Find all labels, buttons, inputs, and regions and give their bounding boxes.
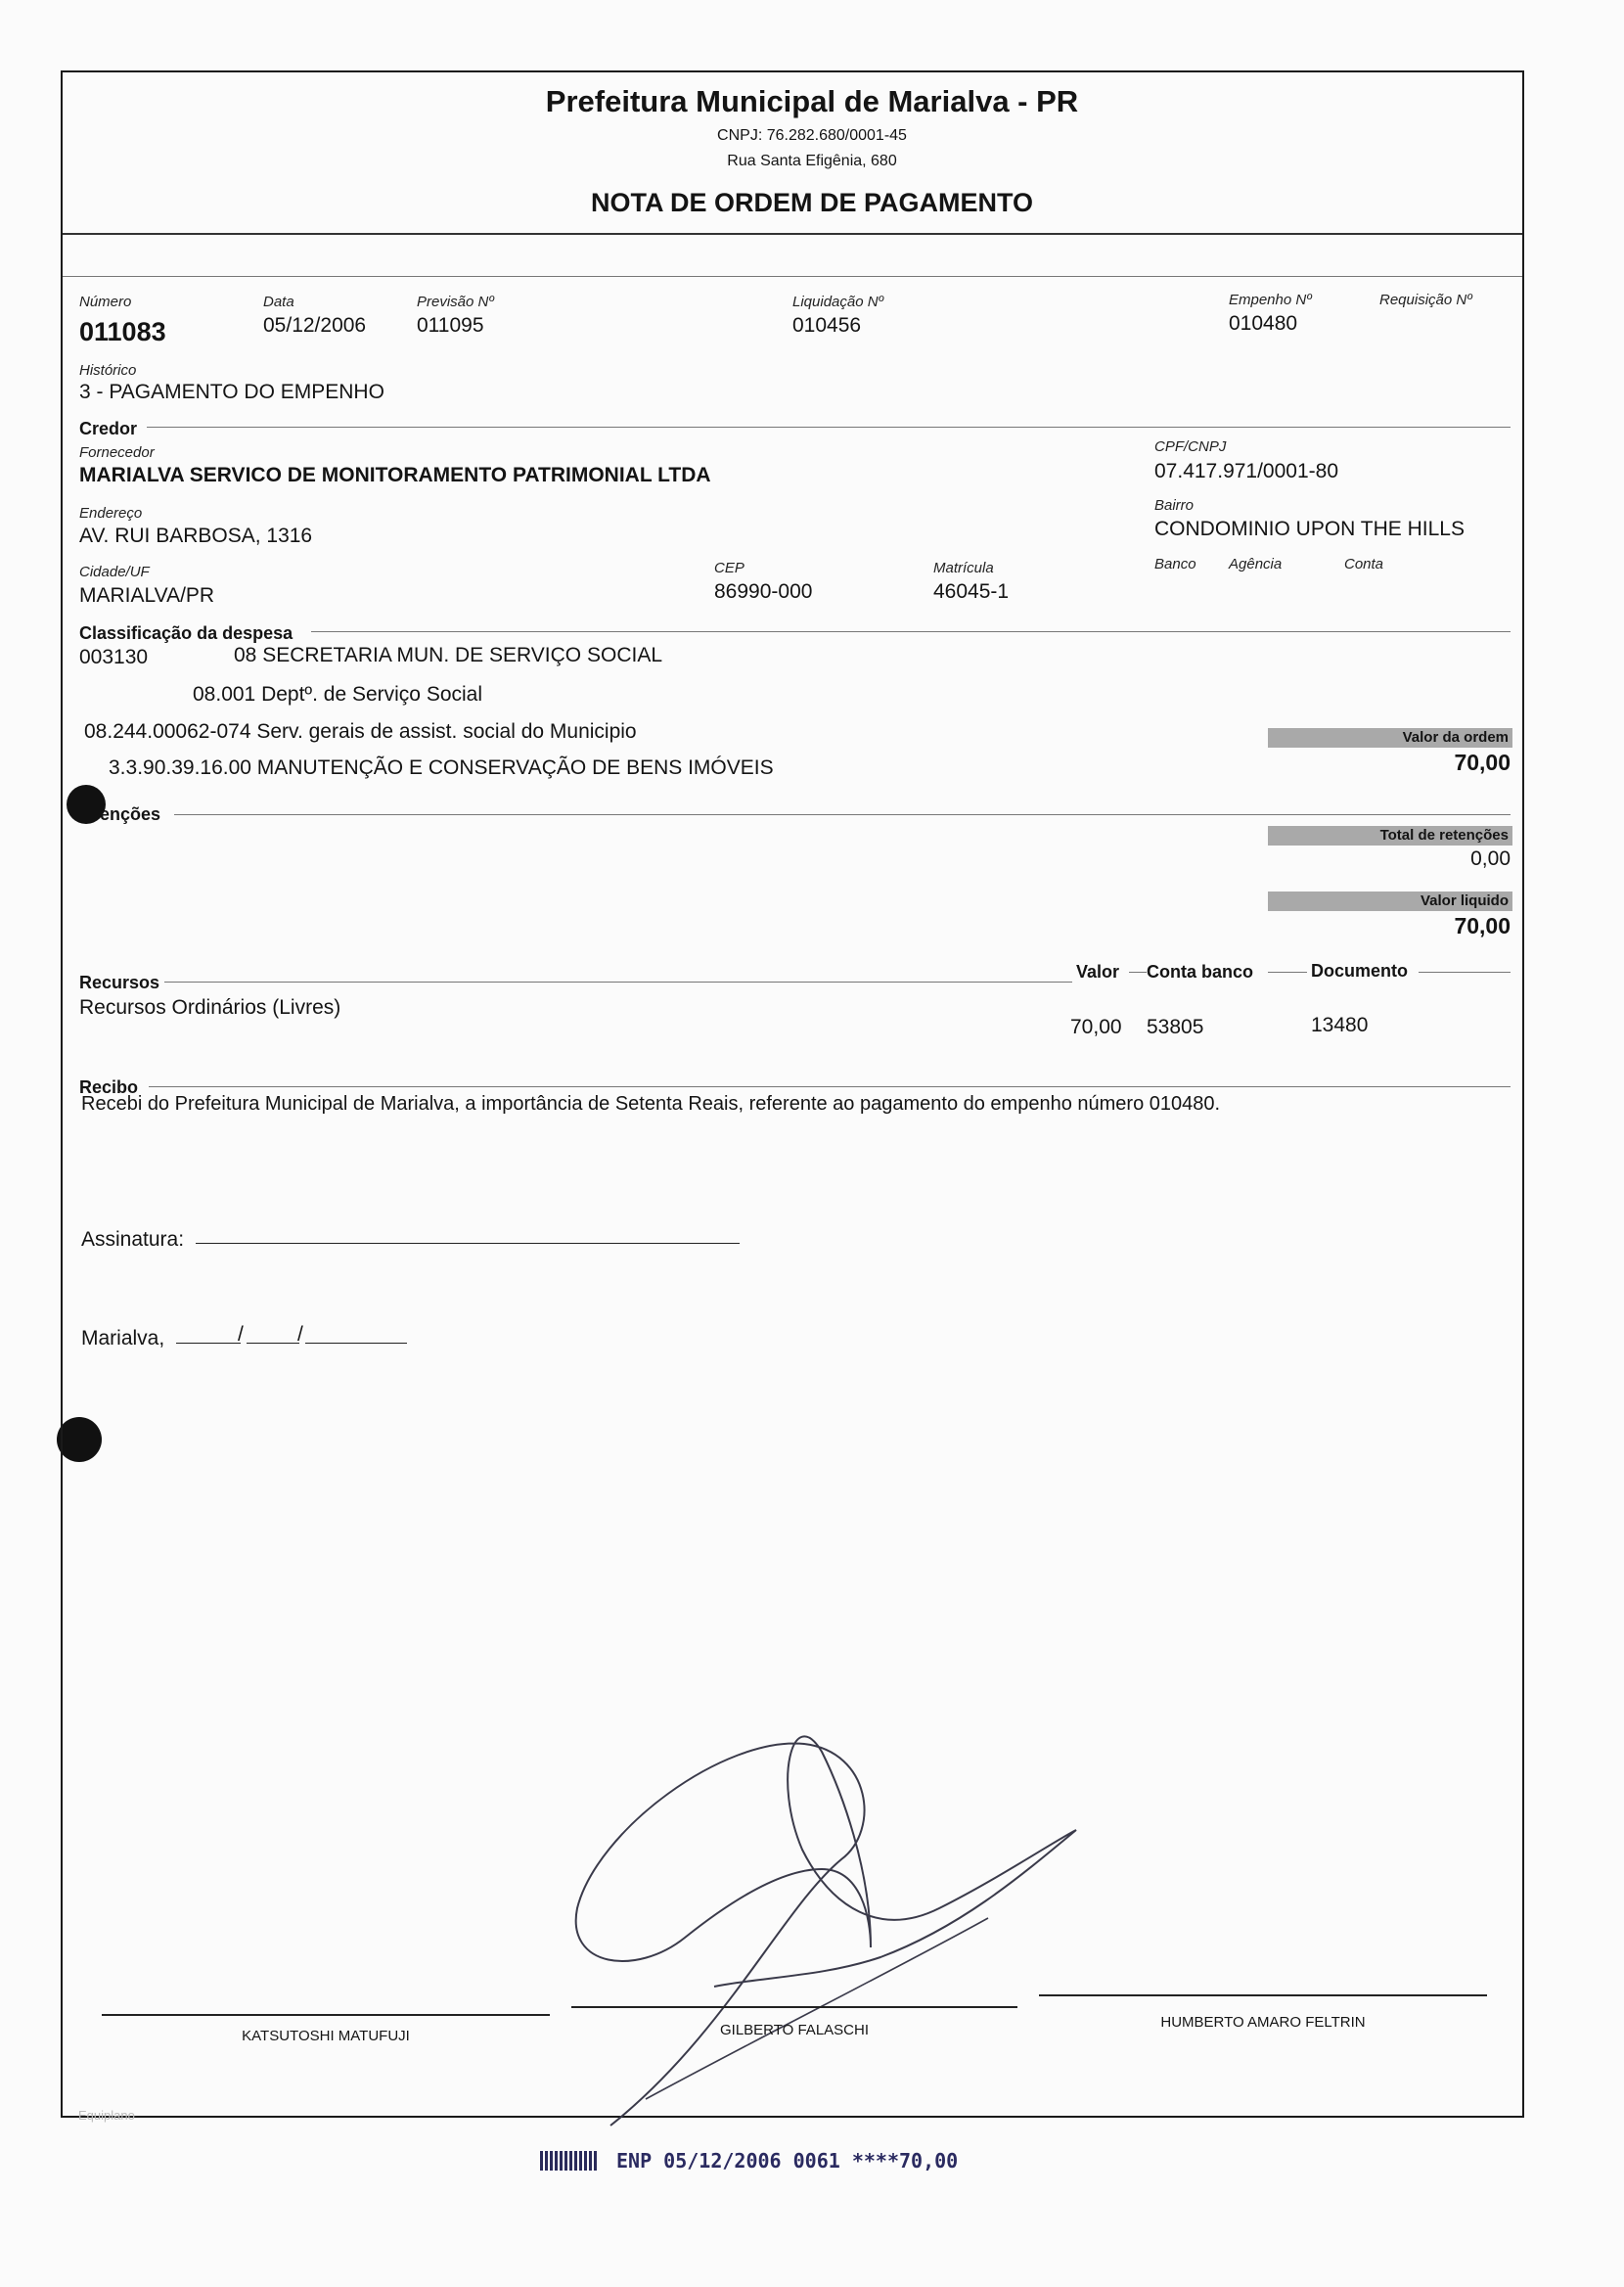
recursos-divider-4 [1419, 972, 1511, 973]
classificacao-line4: 3.3.90.39.16.00 MANUTENÇÃO E CONSERVAÇÃO DE BENS IMÓVEIS [109, 756, 774, 779]
cidade-label: Cidade/UF [79, 564, 150, 580]
date-line-year[interactable] [305, 1343, 407, 1344]
recursos-documento: 13480 [1311, 1014, 1369, 1036]
recursos-conta: 53805 [1147, 1016, 1204, 1038]
processing-stamp: ENP 05/12/2006 0061 ****70,00 [616, 2149, 959, 2173]
numero-label: Número [79, 294, 132, 310]
banco-label: Banco [1154, 556, 1196, 572]
signatory-2: GILBERTO FALASCHI [720, 2022, 869, 2038]
cpf-value: 07.417.971/0001-80 [1154, 460, 1339, 482]
date-line-day[interactable] [176, 1343, 241, 1344]
cnpj-line: CNPJ: 76.282.680/0001-45 [717, 127, 907, 144]
recursos-section: Recursos [79, 973, 160, 992]
matricula-value: 46045-1 [933, 580, 1010, 603]
classificacao-line1: 08 SECRETARIA MUN. DE SERVIÇO SOCIAL [234, 644, 663, 666]
address-line: Rua Santa Efigênia, 680 [727, 153, 897, 169]
classificacao-code: 003130 [79, 646, 149, 668]
historico-label: Histórico [79, 362, 137, 379]
total-retencoes-value: 0,00 [1470, 847, 1511, 870]
bairro-value: CONDOMINIO UPON THE HILLS [1154, 518, 1465, 540]
signature-line-2 [571, 2006, 1017, 2008]
bairro-label: Bairro [1154, 497, 1195, 514]
date-slash-1: / [238, 1323, 244, 1346]
document-title: NOTA DE ORDEM DE PAGAMENTO [590, 188, 1033, 217]
recursos-valor: 70,00 [1070, 1016, 1122, 1038]
signature-line-3 [1039, 1994, 1487, 1996]
valor-liquido-label: Valor liquido [1268, 892, 1512, 911]
data-label: Data [263, 294, 294, 310]
requisicao-label: Requisição Nº [1379, 292, 1472, 308]
valor-ordem-label: Valor da ordem [1268, 728, 1512, 748]
classificacao-line2: 08.001 Deptº. de Serviço Social [193, 683, 483, 706]
total-retencoes-label: Total de retenções [1268, 826, 1512, 846]
assinatura-line[interactable] [196, 1243, 740, 1244]
assinatura-label: Assinatura: [81, 1228, 185, 1251]
recursos-divider [164, 982, 1072, 983]
classificacao-line3: 08.244.00062-074 Serv. gerais de assist. social do Municipio [84, 720, 637, 743]
credor-divider [147, 427, 1511, 428]
header-divider-thin [63, 276, 1522, 277]
cidade-value: MARIALVA/PR [79, 584, 215, 607]
empenho-label: Empenho Nº [1229, 292, 1312, 308]
barcode-icon [540, 2151, 599, 2171]
recursos-valor-label: Valor [1076, 962, 1120, 982]
recursos-conta-label: Conta banco [1147, 962, 1254, 982]
numero-value: 011083 [79, 317, 166, 346]
recibo-divider [149, 1086, 1511, 1087]
footer-brand: Equiplano [78, 2108, 135, 2123]
matricula-label: Matrícula [933, 560, 994, 576]
previsao-value: 011095 [417, 314, 484, 337]
classificacao-divider [311, 631, 1511, 632]
valor-ordem-value: 70,00 [1454, 750, 1511, 775]
previsao-label: Previsão Nº [417, 294, 494, 310]
liquidacao-value: 010456 [792, 314, 862, 337]
page-title: Prefeitura Municipal de Marialva - PR [545, 84, 1079, 118]
local-label: Marialva, [81, 1327, 165, 1349]
recursos-divider-2 [1129, 972, 1147, 973]
liquidacao-label: Liquidação Nº [792, 294, 884, 310]
signature-line-1 [102, 2014, 550, 2016]
data-value: 05/12/2006 [263, 314, 367, 337]
recibo-section: Recibo [79, 1077, 139, 1097]
signatory-1: KATSUTOSHI MATUFUJI [242, 2028, 410, 2044]
classificacao-section: Classificação da despesa [79, 623, 293, 643]
endereco-value: AV. RUI BARBOSA, 1316 [79, 525, 313, 547]
recursos-item: Recursos Ordinários (Livres) [79, 996, 341, 1019]
recibo-text: Recebi do Prefeitura Municipal de Marialva, a importância de Setenta Reais, referente ao pagamento do empenho número 010480. [81, 1093, 1221, 1115]
conta-label: Conta [1344, 556, 1384, 572]
header-divider [63, 233, 1522, 235]
empenho-value: 010480 [1229, 312, 1298, 335]
retencoes-section: enções [100, 804, 161, 824]
cep-label: CEP [714, 560, 744, 576]
signatory-3: HUMBERTO AMARO FELTRIN [1160, 2014, 1366, 2031]
fornecedor-value: MARIALVA SERVICO DE MONITORAMENTO PATRIMONIAL LTDA [79, 464, 711, 486]
handwritten-signature [548, 1722, 1096, 2153]
endereco-label: Endereço [79, 505, 143, 522]
fornecedor-label: Fornecedor [79, 444, 155, 461]
credor-section: Credor [79, 419, 138, 438]
cpf-label: CPF/CNPJ [1154, 438, 1227, 455]
date-slash-2: / [297, 1323, 303, 1346]
agencia-label: Agência [1229, 556, 1283, 572]
date-line-month[interactable] [247, 1343, 299, 1344]
recursos-divider-3 [1268, 972, 1307, 973]
cep-value: 86990-000 [714, 580, 813, 603]
historico-value: 3 - PAGAMENTO DO EMPENHO [79, 381, 384, 403]
valor-liquido-value: 70,00 [1454, 913, 1511, 938]
retencoes-divider [174, 814, 1511, 815]
recursos-documento-label: Documento [1311, 961, 1408, 981]
